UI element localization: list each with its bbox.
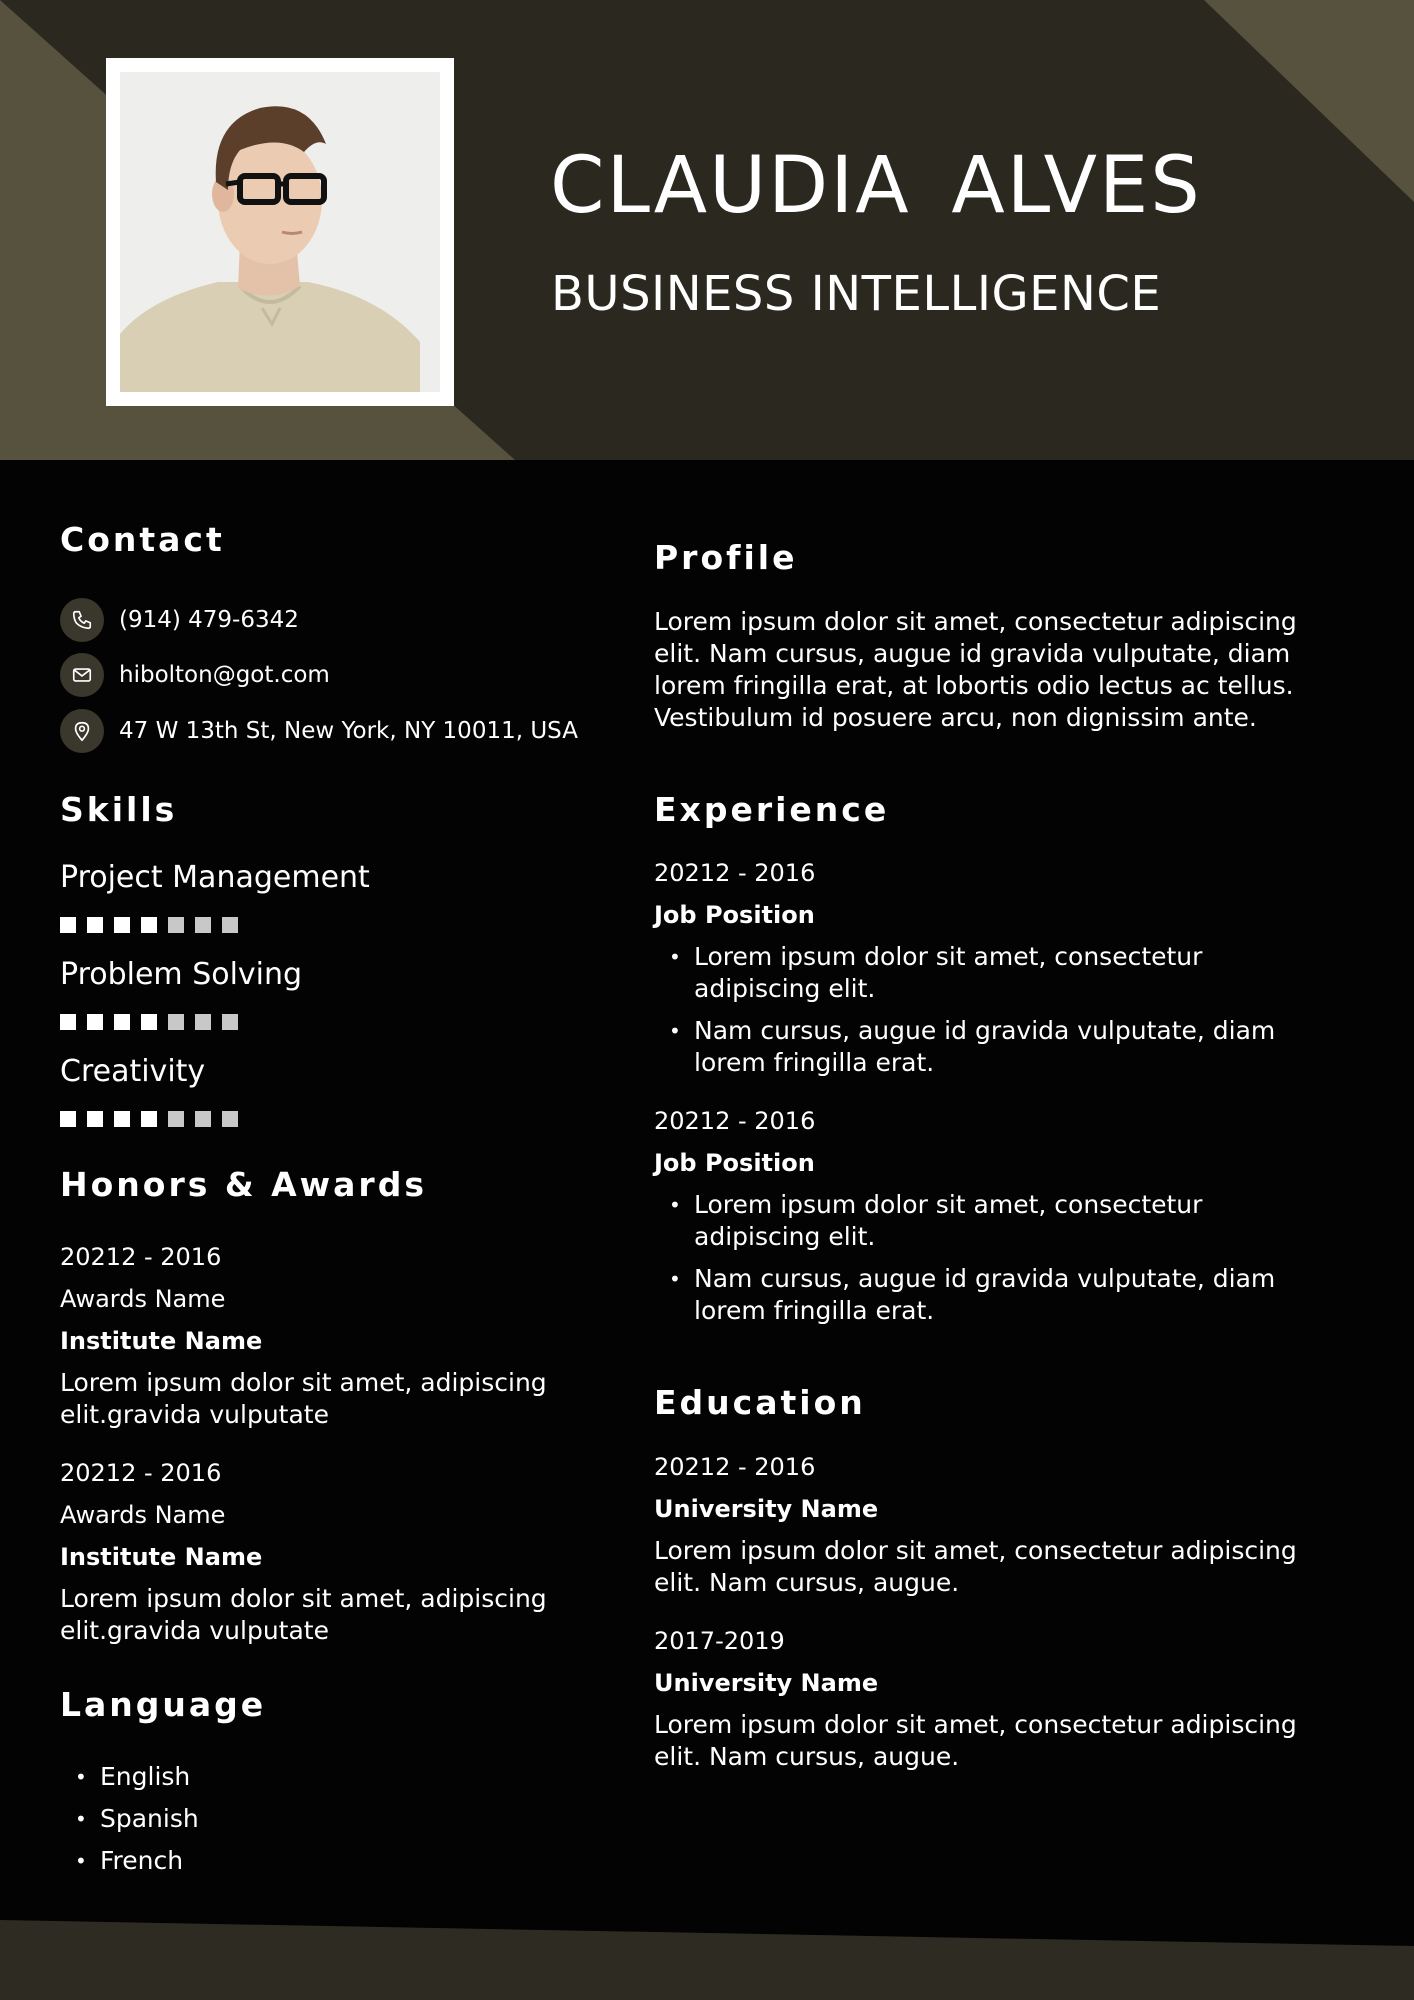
experience-bullet: • Lorem ipsum dolor sit amet, consectetur adipiscing elit. bbox=[654, 941, 1304, 1005]
rating-dot-empty bbox=[195, 1111, 211, 1127]
language-item: • Spanish bbox=[60, 1798, 199, 1840]
education-heading: Education bbox=[654, 1383, 866, 1422]
language-item: • French bbox=[60, 1840, 199, 1882]
rating-dot-empty bbox=[168, 917, 184, 933]
rating-dot-empty bbox=[168, 1111, 184, 1127]
person-name: CLAUDIA ALVES bbox=[550, 141, 1202, 231]
rating-dot-filled bbox=[60, 917, 76, 933]
contact-email-text[interactable]: hibolton@got.com bbox=[119, 662, 330, 688]
rating-dot-filled bbox=[87, 1111, 103, 1127]
skill-name: Project Management bbox=[60, 860, 370, 895]
skill-rating bbox=[60, 1014, 260, 1030]
institute-name: Institute Name bbox=[60, 1543, 263, 1571]
award-description: Lorem ipsum dolor sit amet, adipiscing elit.gravida vulputate bbox=[60, 1368, 547, 1429]
profile-heading: Profile bbox=[654, 538, 798, 577]
profile-text: Lorem ipsum dolor sit amet, consectetur adipiscing elit. Nam cursus, augue id gravida vulputate, diam lorem fringilla erat, at lobortis odio lectus ac tellus. Vestibulum id posuere arcu, non dignissim ante. bbox=[654, 607, 1297, 732]
university-name: University Name bbox=[654, 1669, 879, 1697]
experience-bullets bbox=[654, 941, 1304, 1089]
education-description: Lorem ipsum dolor sit amet, consectetur adipiscing elit. Nam cursus, augue. bbox=[654, 1536, 1297, 1597]
experience-heading: Experience bbox=[654, 790, 890, 829]
education-date: 2017-2019 bbox=[654, 1627, 785, 1655]
skill-name: Problem Solving bbox=[60, 957, 303, 992]
rating-dot-empty bbox=[195, 1014, 211, 1030]
contact-phone bbox=[60, 598, 580, 642]
phone-icon bbox=[60, 598, 104, 642]
education-date: 20212 - 2016 bbox=[654, 1453, 816, 1481]
university-name: University Name bbox=[654, 1495, 879, 1523]
photo-frame bbox=[106, 58, 454, 406]
institute-name: Institute Name bbox=[60, 1327, 263, 1355]
award-date: 20212 - 2016 bbox=[60, 1243, 222, 1271]
header-right-decoration bbox=[1204, 0, 1414, 205]
contact-email bbox=[60, 653, 580, 697]
rating-dot-filled bbox=[87, 917, 103, 933]
rating-dot-filled bbox=[141, 1014, 157, 1030]
footer-decoration bbox=[0, 1920, 1414, 2000]
skill-rating bbox=[60, 1111, 260, 1127]
skill-rating bbox=[60, 917, 260, 933]
contact-address-text: 47 W 13th St, New York, NY 10011, USA bbox=[119, 718, 578, 744]
location-pin-icon bbox=[60, 709, 104, 753]
rating-dot-filled bbox=[114, 1014, 130, 1030]
job-position: Job Position bbox=[654, 901, 815, 929]
experience-date: 20212 - 2016 bbox=[654, 1107, 816, 1135]
job-position: Job Position bbox=[654, 1149, 815, 1177]
experience-bullet: • Nam cursus, augue id gravida vulputate, diam lorem fringilla erat. bbox=[654, 1263, 1304, 1327]
mail-icon bbox=[60, 653, 104, 697]
award-name: Awards Name bbox=[60, 1285, 226, 1313]
honors-heading: Honors & Awards bbox=[60, 1165, 427, 1204]
experience-bullet: • Lorem ipsum dolor sit amet, consectetur adipiscing elit. bbox=[654, 1189, 1304, 1253]
language-item: • English bbox=[60, 1756, 199, 1798]
rating-dot-empty bbox=[222, 917, 238, 933]
resume-header bbox=[0, 0, 1414, 460]
rating-dot-empty bbox=[168, 1014, 184, 1030]
award-name: Awards Name bbox=[60, 1501, 226, 1529]
rating-dot-filled bbox=[114, 1111, 130, 1127]
rating-dot-empty bbox=[195, 917, 211, 933]
job-title: BUSINESS INTELLIGENCE bbox=[551, 266, 1162, 322]
rating-dot-filled bbox=[141, 1111, 157, 1127]
experience-date: 20212 - 2016 bbox=[654, 859, 816, 887]
portrait-photo bbox=[120, 72, 440, 392]
award-date: 20212 - 2016 bbox=[60, 1459, 222, 1487]
rating-dot-filled bbox=[60, 1111, 76, 1127]
person-portrait-icon bbox=[120, 72, 440, 392]
experience-bullet: • Nam cursus, augue id gravida vulputate, diam lorem fringilla erat. bbox=[654, 1015, 1304, 1079]
language-heading: Language bbox=[60, 1685, 267, 1724]
award-description: Lorem ipsum dolor sit amet, adipiscing elit.gravida vulputate bbox=[60, 1584, 547, 1645]
skills-heading: Skills bbox=[60, 790, 178, 829]
contact-heading: Contact bbox=[60, 520, 225, 559]
contact-address bbox=[60, 709, 580, 753]
rating-dot-empty bbox=[222, 1111, 238, 1127]
contact-phone-text[interactable]: (914) 479-6342 bbox=[119, 607, 299, 633]
rating-dot-empty bbox=[222, 1014, 238, 1030]
rating-dot-filled bbox=[87, 1014, 103, 1030]
experience-bullets bbox=[654, 1189, 1304, 1337]
education-description: Lorem ipsum dolor sit amet, consectetur adipiscing elit. Nam cursus, augue. bbox=[654, 1710, 1297, 1771]
language-list bbox=[60, 1756, 199, 1882]
rating-dot-filled bbox=[60, 1014, 76, 1030]
rating-dot-filled bbox=[114, 917, 130, 933]
skill-name: Creativity bbox=[60, 1054, 206, 1089]
rating-dot-filled bbox=[141, 917, 157, 933]
